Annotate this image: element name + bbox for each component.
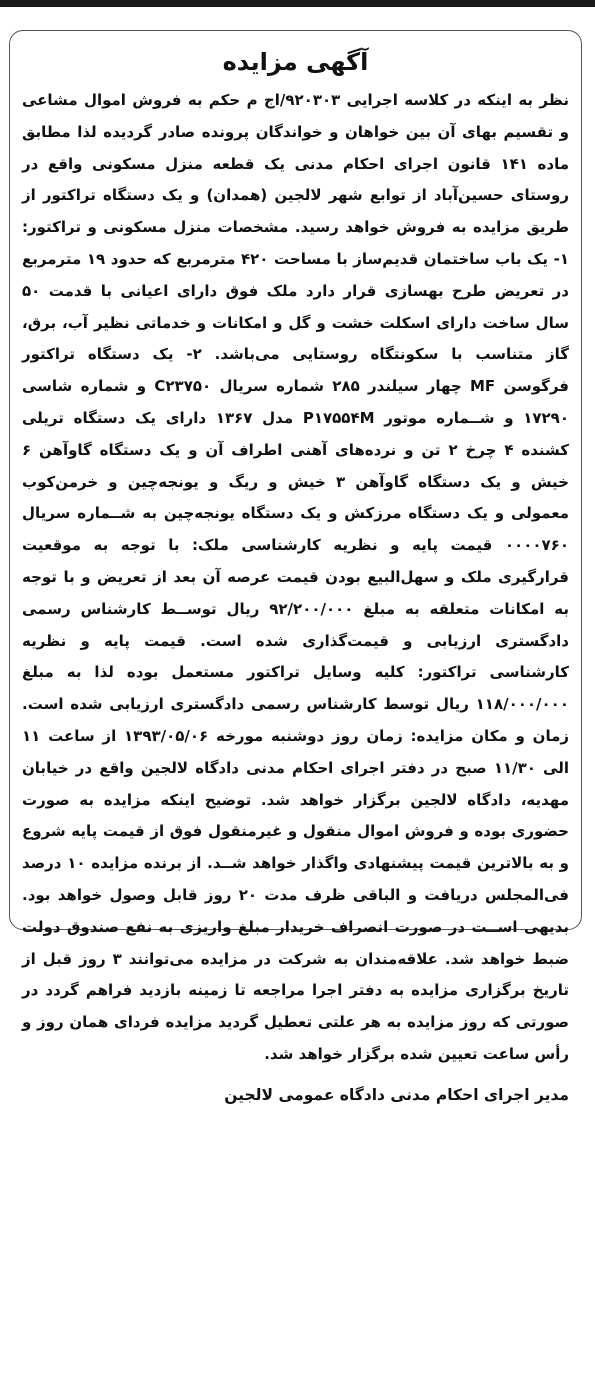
notice-title: آگهی مزایده bbox=[222, 48, 369, 76]
auction-notice-box bbox=[9, 30, 582, 1104]
notice-body: نظر به اینکه در کلاسه اجرایی ۹۲۰۳۰۳/اج م حکم به فروش اموال مشاعی و تقسیم بهای آن بین خواهان و خواندگان پرونده صادر گردیده لذا مطابق ماده ۱۴۱ قانون اجرای احکام مدنی یک قطعه منزل مسکونی واقع در روستای حسین‌آباد از توابع شهر لالجین (همدان) و یک دستگاه تراکتور از طریق مزایده به فروش خواهد رسید. مشخصات منزل مسکونی و تراکتور: ۱- یک باب ساختمان قدیم‌ساز با مساحت ۴۲۰ مترمربع که حدود ۱۹ مترمربع در تعریض طرح بهسازی قرار دارد ملک فوق دارای اعیانی با قدمت ۵۰ سال ساخت دارای اسکلت خشت و گل و امکانات و خدماتی نظیر آب، برق، گاز متناسب با سکونتگاه روستایی می‌باشد. ۲- یک دستگاه تراکتور فرگوسن MF چهار سیلندر ۲۸۵ شماره سریال C۲۳۷۵۰ و شماره شاسی ۱۷۲۹۰ و شــماره موتور P۱۷۵۵۴M مدل ۱۳۶۷ دارای یک دستگاه تریلی کشنده ۴ چرخ ۲ تن و نرده‌های آهنی اطراف آن و یک دستگاه گاوآهن ۶ خیش و یک دستگاه گاوآهن ۳ خیش و ریگ و یونجه‌چین و خرمن‌کوب معمولی و یک دستگاه مرزکش و یک دستگاه یونجه‌چین به شــماره سریال ۰۰۰۰۷۶۰ قیمت پایه و نظریه کارشناسی ملک: با توجه به موقعیت قرارگیری ملک و سهل‌البیع بودن قیمت عرصه آن بعد از تعریض و با توجه به امکانات متعلقه به مبلغ ۹۲/۲۰۰/۰۰۰ ریال توســط کارشناس رسمی دادگستری ارزیابی و قیمت‌گذاری شده است. قیمت پایه و نظریه کارشناسی تراکتور: کلیه وسایل تراکتور مستعمل بوده لذا به مبلغ ۱۱۸/۰۰۰/۰۰۰ ریال توسط کارشناس رسمی دادگستری ارزیابی شده است. زمان و مکان مزایده: زمان روز دوشنبه مورخه ۱۳۹۳/۰۵/۰۶ از ساعت ۱۱ الی ۱۱/۳۰ صبح در دفتر اجرای احکام مدنی دادگاه لالجین واقع در خیابان مهدیه، دادگاه لالجین برگزار خواهد شد. توضیح اینکه مزایده به صورت حضوری بوده و فروش اموال منقول و غیرمنقول فوق از قیمت پایه شروع و به بالاترین قیمت پیشنهادی واگذار خواهد شــد. از برنده مزایده ۱۰ درصد فی‌المجلس دریافت و الباقی ظرف مدت ۲۰ روز قابل وصول خواهد بود. بدیهی اســت در صورت انصراف خریدار مبلغ واریزی به نفع صندوق دولت ضبط خواهد شد. علاقه‌مندان به شرکت در مزایده می‌توانند ۳ روز قبل از تاریخ برگزاری مزایده به دفتر اجرا مراجعه تا زمینه بازدید فراهم گردد در صورتی که روز مزایده به هر علتی تعطیل گردید مزایده فردای همان روز و رأس ساعت تعیین شده برگزار خواهد شد. bbox=[22, 91, 570, 1063]
top-divider bbox=[0, 0, 595, 7]
notice-signature: مدیر اجرای احکام مدنی دادگاه عمومی لالجین bbox=[224, 1085, 569, 1104]
